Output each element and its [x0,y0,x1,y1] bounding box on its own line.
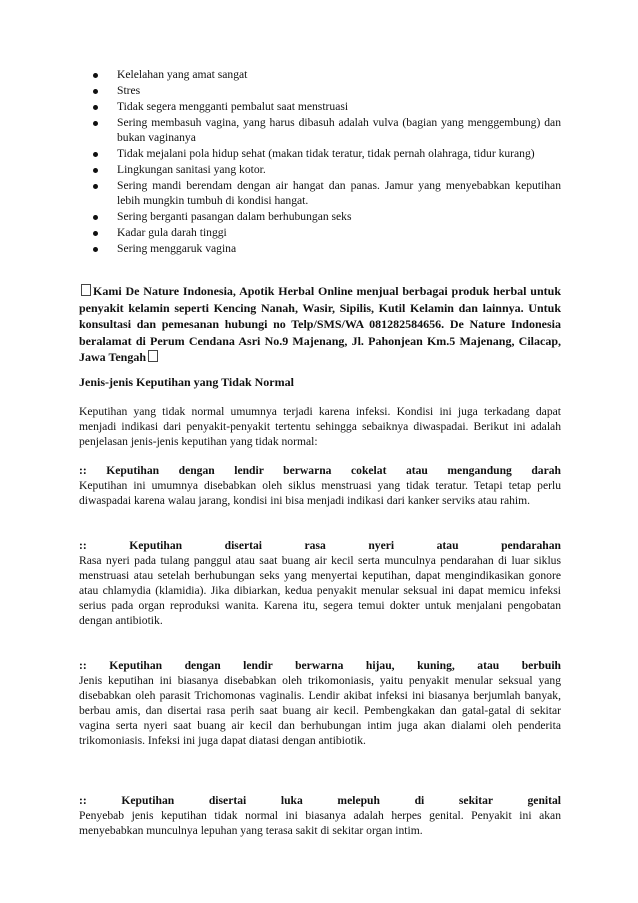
list-item [86,178,561,208]
list-item-text: Tidak mejalani pola hidup sehat (makan tidak teratur, tidak pernah olahraga, tidur kurang) [117,147,535,160]
list-item-text: Stres [117,84,141,97]
bullet-icon [93,215,98,220]
type-body: Rasa nyeri pada tulang panggul atau saat buang air kecil serta munculnya pendarahan di luar siklus menstruasi atau setelah berhubungan seks yang menyertai keputihan, dapat mengindikasikan gonore atau chlamydia (klamidia). Jika dibiarkan, kedua penyakit menular seksual ini dapat memicu infeksi serius pada organ reproduksi wanita. Karena itu, segera temui dokter untuk menjalani pengobatan dengan antibiotik. [79,554,561,627]
bullet-icon [93,184,98,189]
causes-list [86,67,561,257]
type-heading: :: Keputihan disertai luka melepuh di sekitar genital [79,794,561,807]
intro-paragraph: Keputihan yang tidak normal umumnya terjadi karena infeksi. Kondisi ini juga terkadang dapat menjadi indikasi dari penyakit-penyakit tertentu sehingga sebaiknya diwaspadai. Berikut ini adalah penjelasan jenis-jenis keputihan yang tidak normal: [79,405,561,448]
list-item [86,99,561,114]
list-item [86,83,561,98]
list-item-text: Lingkungan sanitasi yang kotor. [117,163,266,176]
type-body: Keputihan ini umumnya disebabkan oleh siklus menstruasi yang tidak teratur. Tetapi tetap perlu diwaspadai karena walau jarang, kondisi ini bisa menjadi indikasi dari kanker serviks atau rahim. [79,479,561,507]
list-item [86,225,561,240]
missing-glyph-icon [81,284,91,296]
list-item [86,209,561,224]
list-item [86,241,561,256]
list-item-text: Kelelahan yang amat sangat [117,68,248,81]
section-title: Jenis-jenis Keputihan yang Tidak Normal [79,375,294,389]
bullet-icon [93,89,98,94]
list-item-text: Sering menggaruk vagina [117,242,237,255]
bullet-icon [93,121,98,126]
list-item [86,146,561,161]
bullet-icon [93,231,98,236]
bullet-icon [93,105,98,110]
promo-paragraph [79,283,561,366]
type-heading: :: Keputihan dengan lendir berwarna hijau, kuning, atau berbuih [79,659,561,672]
bullet-icon [93,152,98,157]
bullet-icon [93,247,98,252]
list-item-text: Kadar gula darah tinggi [117,226,227,239]
type-heading: :: Keputihan disertai rasa nyeri atau pendarahan [79,539,561,552]
list-item-text: Sering berganti pasangan dalam berhubungan seks [117,210,352,223]
bullet-icon [93,73,98,78]
list-item-text: Sering mandi berendam dengan air hangat dan panas. Jamur yang menyebabkan keputihan lebih mungkin tumbuh di kondisi hangat. [117,179,561,207]
list-item-text: Tidak segera mengganti pembalut saat menstruasi [117,100,349,113]
list-item [86,162,561,177]
bullet-icon [93,168,98,173]
missing-glyph-icon [148,350,158,362]
promo-text: Kami De Nature Indonesia, Apotik Herbal Online menjual berbagai produk herbal untuk penyakit kelamin seperti Kencing Nanah, Wasir, Sipilis, Kutil Kelamin dan lainnya. Untuk konsultasi dan pemesanan hubungi no Telp/SMS/WA 081282584656. De Nature Indonesia beralamat di Perum Cendana Asri No.9 Majenang, Jl. Pahonjean Km.5 Majenang, Cilacap, Jawa Tengah [79,284,561,364]
list-item-text: Sering membasuh vagina, yang harus dibasuh adalah vulva (bagian yang menggembung) dan bukan vaginanya [117,116,561,144]
type-body: Jenis keputihan ini biasanya disebabkan oleh trikomoniasis, yaitu penyakit menular seksual yang disebabkan oleh parasit Trichomonas vaginalis. Lendir akibat infeksi ini biasanya berjumlah banyak, berbau amis, dan disertai rasa perih saat buang air kecil. Pembengkakan dan gatal-gatal di sekitar vagina serta nyeri saat buang air kecil dan berhubungan intim juga akan dialami oleh penderita trikomoniasis. Infeksi ini juga dapat diatasi dengan antibiotik. [79,674,561,747]
type-heading: :: Keputihan dengan lendir berwarna cokelat atau mengandung darah [79,464,561,477]
type-body: Penyebab jenis keputihan tidak normal ini biasanya adalah herpes genital. Penyakit ini akan menyebabkan munculnya lepuhan yang terasa sakit di sekitar organ intim. [79,809,561,837]
list-item [86,115,561,145]
list-item [86,67,561,82]
